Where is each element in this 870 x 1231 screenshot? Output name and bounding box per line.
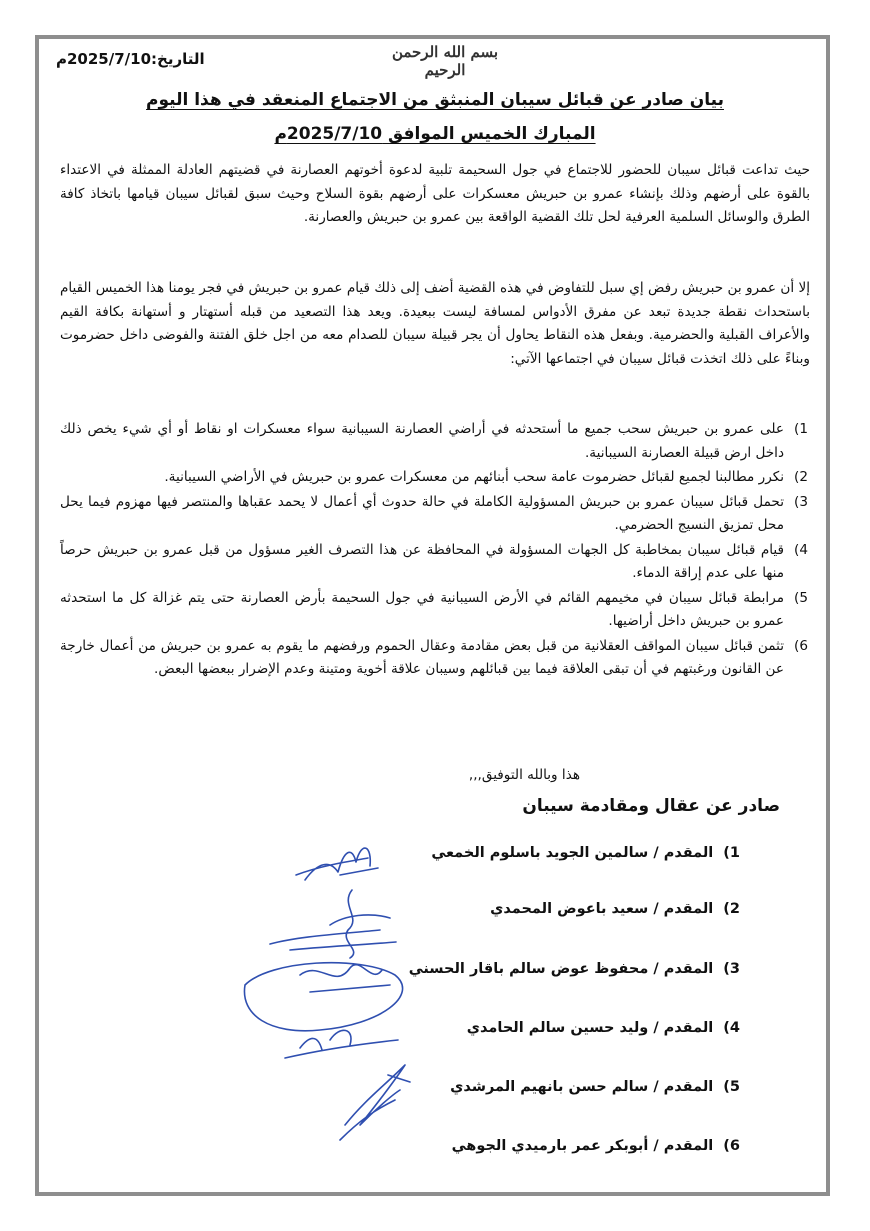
item-number: 6) — [794, 637, 808, 654]
item-text: تحمل قبائل سيبان عمرو بن حبريش المسؤولية الكاملة في حالة حدوث أي أعمال لا يحمد عقباها والمنتصر فيها مهزوم فيما يحل محل تمزيق النسيج الحضرمي. — [60, 493, 784, 533]
paragraph-1: حيث تداعت قبائل سيبان للحضور للاجتماع في جول السحيمة تلبية لدعوة أخوتهم العصارنة في قضيتهم العادلة الممثلة في الاعتداء بالقوة على أرضهم وذلك بإنشاء عمرو بن حبريش معسكرات على أرضهم بقوة السلاح وحيث سبق لقبائل سيبان قيامها باتخاذ كافة الطرق والوسائل السلمية العرفية لحل تلك القضية الواقعة بين عمرو بن حبريش والعصارنة. — [60, 162, 810, 225]
signatory-name: المقدم / أبوبكر عمر بارميدي الجوهي — [451, 1138, 714, 1154]
signatory-row — [400, 961, 740, 977]
signatory-row — [400, 1138, 740, 1154]
resolution-item — [60, 418, 810, 465]
item-text: قيام قبائل سيبان بمخاطبة كل الجهات المسؤولة في المحافظة عن هذا التصرف الغير مسؤول من قبل عمرو بن حبريش حرصاً منها على عدم إراقة الدماء. — [60, 541, 784, 581]
resolution-item — [60, 587, 810, 634]
item-number: 4) — [794, 541, 808, 558]
item-number: 5) — [794, 589, 808, 606]
signatory-name: المقدم / وليد حسين سالم الحامدي — [466, 1020, 714, 1036]
resolutions-list — [60, 418, 810, 683]
signatory-number: 1) — [723, 845, 740, 861]
item-text: نكرر مطالبنا لجميع لقبائل حضرموت عامة سحب أبنائهم من معسكرات عمرو بن حبريش في الأراضي السيبانية. — [164, 469, 784, 485]
item-text: تثمن قبائل سيبان المواقف العقلانية من قبل بعض مقادمة وعقال الحموم ورفضهم ما يقوم به عمرو بن حبريش من أعمال خارجة عن القانون ورغبتهم في أن تبقى العلاقة فيما بين قبائلهم وسيبان علاقة أخوية ومتينة وعدم الإضرار ببعضها البعض. — [60, 637, 784, 677]
resolution-item — [60, 466, 810, 490]
item-number: 3) — [794, 493, 808, 510]
basmala-calligraphy: بسم الله الرحمن الرحيم — [391, 43, 499, 79]
signatory-row — [400, 1020, 740, 1036]
signatory-name: المقدم / سالم حسن بانهيم المرشدي — [450, 1079, 714, 1095]
closing-phrase: هذا وبالله التوفيق,,, — [468, 767, 580, 783]
document-title-line-1: بيان صادر عن قبائل سيبان المنبثق من الاجتماع المنعقد في هذا اليوم — [146, 90, 724, 110]
signatory-name: المقدم / سعيد باعوض المحمدي — [490, 901, 714, 917]
signatory-name: المقدم / سالمين الجويد باسلوم الخمعي — [431, 845, 714, 861]
paragraph-2: إلا أن عمرو بن حبريش رفض إي سبل للتفاوض في هذه القضية أضف إلى ذلك قيام عمرو بن حبريش في فجر يومنا هذا الخميس القيام باستحداث نقطة جديدة تبعد عن مفرق الأدواس لمسافة ليست ببعيدة. ويعد هذا التصعيد من قبله أستهتار و أستهانة بكافة القيم والأعراف القبلية والحضرمية. وبفعل هذه النقاط يحاول أن يجر قبيلة سيبان للصدام معه من اجل خلق الفتنة والفوضى داخل حضرموت وبناءً على ذلك اتخذت قبائل سيبان في اجتماعها الآتي: — [60, 280, 810, 367]
resolution-item — [60, 539, 810, 586]
item-number: 2) — [794, 469, 808, 485]
item-number: 1) — [794, 421, 808, 437]
signatory-row — [400, 845, 740, 861]
item-text: على عمرو بن حبريش سحب جميع ما أستحدثه في أراضي العصارنة السيبانية سواء معسكرات او نقاط أو أي شيء يخص ذلك داخل ارض قبيلة العصارنة السيبانية. — [60, 421, 784, 461]
signatory-name: المقدم / محفوظ عوض سالم باقار الحسني — [408, 961, 714, 977]
document-title-line-2: المبارك الخميس الموافق 2025/7/10م — [274, 124, 596, 144]
signatory-number: 2) — [723, 901, 740, 917]
issued-by-heading: صادر عن عقال ومقادمة سيبان — [522, 796, 780, 816]
resolution-item — [60, 491, 810, 538]
signatory-number: 6) — [723, 1138, 740, 1154]
signatory-number: 5) — [723, 1079, 740, 1095]
signatory-number: 4) — [723, 1020, 740, 1036]
signatory-row — [400, 1079, 740, 1095]
item-text: مرابطة قبائل سيبان في مخيمهم القائم في الأرض السيبانية في جول السحيمة بأرض العصارنة حتى يتم غزالة كل ما استحدثه عمرو بن حبريش داخل أراضيها. — [60, 589, 784, 629]
resolution-item — [60, 635, 810, 682]
signatory-number: 3) — [723, 961, 740, 977]
document-date: التاريخ:2025/7/10م — [56, 50, 205, 68]
signatory-row — [400, 901, 740, 917]
